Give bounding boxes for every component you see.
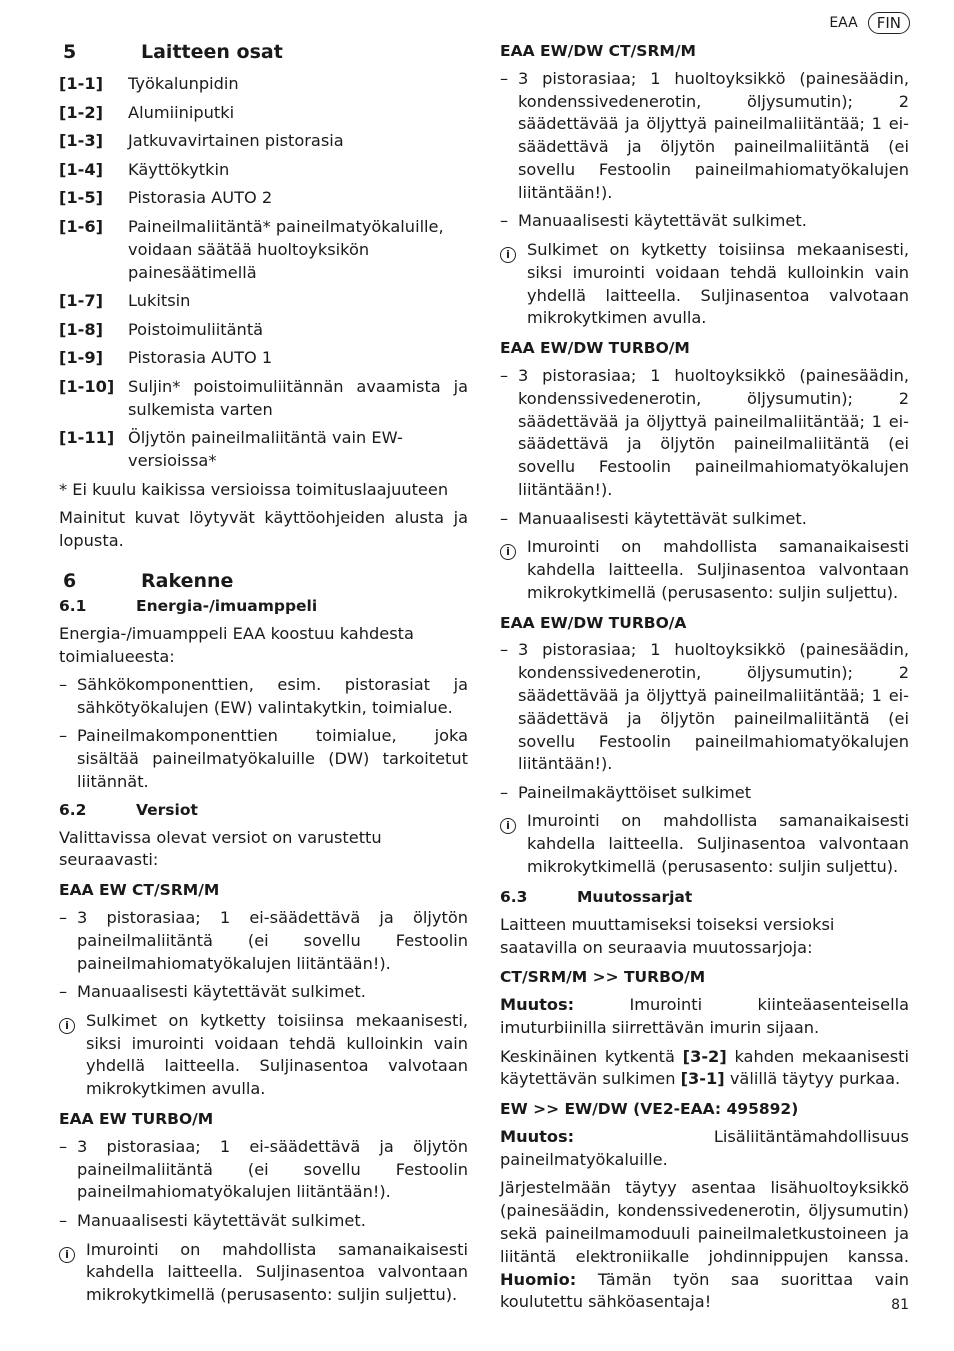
parts-list xyxy=(59,73,468,473)
info-note: i Imurointi on mahdollista samanaikaisesti kahdella laitteella. Suljinasentoa valvontaan mikrokytkimellä (perusasento: suljin suljettu). xyxy=(500,536,909,604)
version-heading: EAA EW TURBO/M xyxy=(59,1110,214,1129)
list-item: [1-9] Pistorasia AUTO 1 xyxy=(59,348,273,368)
list-item: – 3 pistorasiaa; 1 ei-säädettävä ja öljytön paineilmaliitäntä (ei sovellu Festoolin paineilmahiomatyökalujen liitäntään!). xyxy=(59,908,468,973)
list-item: [1-11] Öljytön paineilmaliitäntä vain EW-versioissa* xyxy=(59,428,403,471)
list-item: – 3 pistorasiaa; 1 huoltoyksikkö (painesäädin, kondenssivedenerotin, öljysumutin); 2 säädettävää ja öljyttyä paineilmaliitäntää; 1 ei-säädettävä ja öljytön paineilmaliitäntä (ei sovellu Festoolin paineilmahiomatyökalujen liitäntään!). xyxy=(500,640,909,774)
list-item: – Manuaalisesti käytettävät sulkimet. xyxy=(500,508,807,528)
page-number: 81 xyxy=(891,1297,909,1313)
right-column xyxy=(500,40,909,1320)
left-column xyxy=(59,40,468,1313)
list-item: – Paineilmakomponenttien toimialue, joka sisältää paineilmatyökaluille (DW) tarkoitetut liitännät. xyxy=(59,726,468,792)
list-item: [1-1] Työkalunpidin xyxy=(59,74,239,93)
info-note: i Imurointi on mahdollista samanaikaisesti kahdella laitteella. Suljinasentoa valvontaan mikrokytkimellä (perusasento: suljin suljettu). xyxy=(59,1239,468,1307)
list-item: – 3 pistorasiaa; 1 ei-säädettävä ja öljytön paineilmaliitäntä (ei sovellu Festoolin paineilmahiomatyökalujen liitäntään!). xyxy=(59,1136,468,1202)
header-code: EAA xyxy=(829,15,858,31)
info-icon: i xyxy=(59,1018,75,1034)
figures-note: Mainitut kuvat löytyvät käyttöohjeiden alusta ja lopusta. xyxy=(59,508,468,551)
list-item: – Manuaalisesti käytettävät sulkimet. xyxy=(59,1211,366,1231)
info-note: i Imurointi on mahdollista samanaikaisesti kahdella laitteella. Suljinasentoa valvontaan mikrokytkimellä (perusasento: suljin suljettu). xyxy=(500,810,909,878)
language-badge: FIN xyxy=(868,12,910,34)
kit-heading: EW >> EW/DW (VE2-EAA: 495892) xyxy=(500,1100,799,1119)
list-item: – 3 pistorasiaa; 1 huoltoyksikkö (painesäädin, kondenssivedenerotin, öljysumutin); 2 säädettävää ja öljyttyä paineilmaliitäntää; 1 ei-säädettävä ja öljytön paineilmaliitäntä (ei sovellu Festoolin paineilmahiomatyökalujen liitäntään!). xyxy=(500,365,909,499)
section-6-1-heading: 6.1 Energia-/imuamppeli xyxy=(59,596,318,615)
section-6-heading: 6 Rakenne xyxy=(63,569,234,592)
version-heading: EAA EW/DW TURBO/M xyxy=(500,339,690,358)
section-6-3-heading: 6.3 Muutossarjat xyxy=(500,887,693,906)
list-item: – Sähkökomponenttien, esim. pistorasiat ja sähkötyökalujen (EW) valintakytkin, toimialue. xyxy=(59,675,468,717)
list-item: [1-5] Pistorasia AUTO 2 xyxy=(59,188,273,208)
list-item: [1-4] Käyttökytkin xyxy=(59,159,230,179)
section-5-heading: 5 Laitteen osat xyxy=(63,41,283,63)
paragraph: Keskinäinen kytkentä [3-2] kahden mekaanisesti käytettävän sulkimen [3-1] välillä täytyy purkaa. xyxy=(500,1046,909,1089)
paragraph: Valittavissa olevat versiot on varustettu seuraavasti: xyxy=(59,827,382,870)
list-item: – Manuaalisesti käytettävät sulkimet. xyxy=(500,211,807,231)
list-item: – 3 pistorasiaa; 1 huoltoyksikkö (painesäädin, kondenssivedenerotin, öljysumutin); 2 säädettävää ja öljyttyä paineilmaliitäntää; 1 ei-säädettävä ja öljytön paineilmaliitäntä (ei sovellu Festoolin paineilmahiomatyökalujen liitäntään!). xyxy=(500,68,909,202)
footnote: * Ei kuulu kaikissa versioissa toimituslaajuuteen xyxy=(59,479,449,499)
list-item: – Manuaalisesti käytettävät sulkimet. xyxy=(59,982,366,1002)
info-icon: i xyxy=(500,818,516,834)
list-item: [1-3] Jatkuvavirtainen pistorasia xyxy=(59,131,344,151)
version-heading: EAA EW/DW CT/SRM/M xyxy=(500,42,696,60)
kit-heading: CT/SRM/M >> TURBO/M xyxy=(500,968,706,987)
version-heading: EAA EW/DW TURBO/A xyxy=(500,613,687,632)
list-item: [1-7] Lukitsin xyxy=(59,291,191,311)
paragraph: Energia-/imuamppeli EAA koostuu kahdesta toimialueesta: xyxy=(59,623,414,666)
page-header xyxy=(829,12,910,34)
info-icon: i xyxy=(500,247,516,263)
paragraph: Muutos: Lisäliitäntämahdollisuus paineilmatyökaluille. xyxy=(500,1127,909,1169)
paragraph: Muutos: Imurointi kiinteäasenteisella imuturbiinilla siirrettävän imurin sijaan. xyxy=(500,995,909,1038)
info-icon: i xyxy=(500,544,516,560)
list-item: [1-2] Alumiiniputki xyxy=(59,102,235,122)
list-item: [1-10] Suljin* poistoimuliitännän avaamista ja sulkemista varten xyxy=(59,376,468,419)
version-heading: EAA EW CT/SRM/M xyxy=(59,881,220,900)
list-item: [1-8] Poistoimuliitäntä xyxy=(59,319,264,339)
info-icon: i xyxy=(59,1247,75,1263)
info-note: i Sulkimet on kytketty toisiinsa mekaanisesti, siksi imurointi voidaan tehdä kulloinkin vain yhdellä laitteella. Suljinasentoa valvotaan mikrokytkimen avulla. xyxy=(59,1010,468,1101)
paragraph: Järjestelmään täytyy asentaa lisähuoltoyksikkö (painesäädin, kondenssivedenerotin, öljysumutin) sekä paineilmamoduuli paineilmaletkustoineen ja liitäntä elektroniikalle johdinnippujen kanssa. Huomio: Tämän työn saa suorittaa vain koulutettu sähköasentaja! xyxy=(500,1178,909,1312)
list-item: [1-6] Paineilmaliitäntä* paineilmatyökaluille, voidaan säätää huoltoyksikön painesäätimellä xyxy=(59,216,444,282)
paragraph: Laitteen muuttamiseksi toiseksi versioksi saatavilla on seuraavia muutossarjoja: xyxy=(500,914,835,957)
info-note: i Sulkimet on kytketty toisiinsa mekaanisesti, siksi imurointi voidaan tehdä kulloinkin vain yhdellä laitteella. Suljinasentoa valvotaan mikrokytkimen avulla. xyxy=(500,239,909,330)
section-6-2-heading: 6.2 Versiot xyxy=(59,800,198,819)
list-item: – Paineilmakäyttöiset sulkimet xyxy=(500,782,752,802)
